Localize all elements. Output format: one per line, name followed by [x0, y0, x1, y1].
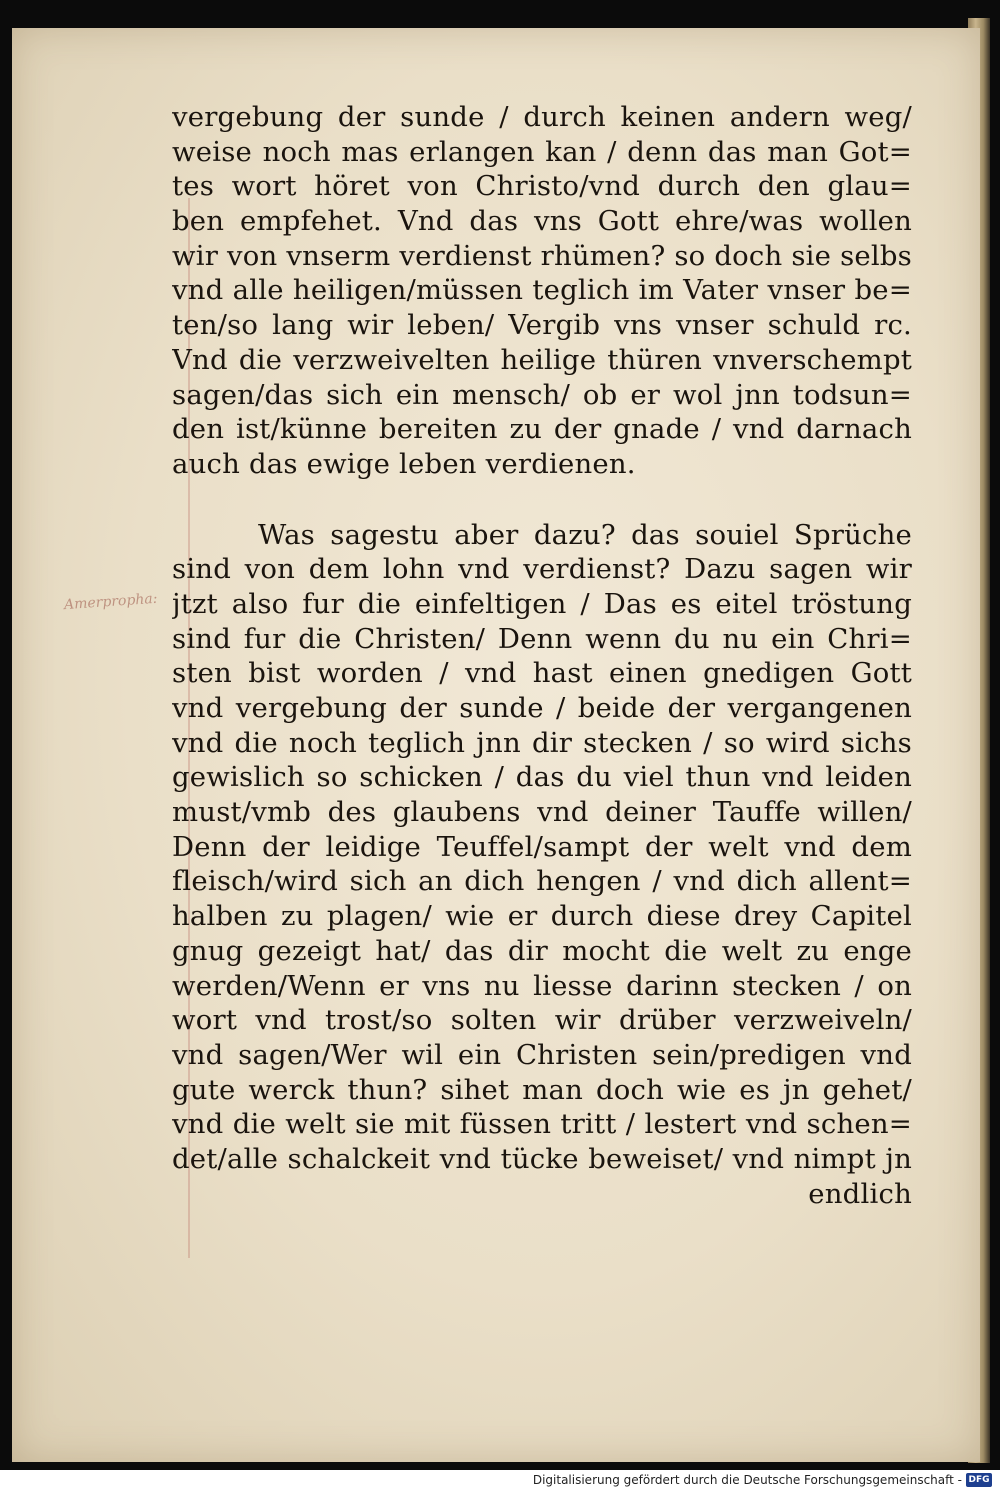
marginal-note: Amerpropha: [63, 590, 158, 614]
text-line: vnd alle heiligen/müssen teglich im Vater vnser be= [172, 274, 912, 307]
funding-credit: Digitalisierung gefördert durch die Deutsche Forschungsgemeinschaft - [532, 1473, 962, 1487]
text-line: sten bist worden / vnd hast einen gnedigen Gott [172, 657, 912, 690]
text-line: jtzt also fur die einfeltigen / Das es eitel tröstung [172, 587, 912, 620]
text-line: werden/Wenn er vns nu liesse darinn stecken / on [172, 969, 912, 1002]
text-line: Vnd die verzweivelten heilige thüren vnverschempt [172, 343, 912, 376]
text-line: Was sagestu aber dazu? das souiel Sprüche [258, 518, 912, 551]
text-line: wir von vnserm verdienst rhümen? so doch sie selbs [172, 239, 912, 272]
text-line: vnd sagen/Wer wil ein Christen sein/predigen vnd [172, 1038, 912, 1071]
text-line: auch das ewige leben verdienen. [172, 447, 636, 480]
text-line: vergebung der sunde / durch keinen andern weg/ [172, 101, 912, 133]
text-line: sagen/das sich ein mensch/ ob er wol jnn todsun= [172, 378, 912, 411]
text-line: weise noch mas erlangen kan / denn das man Got= [172, 135, 912, 168]
text-line: tes wort höret von Christo/vnd durch den glau= [172, 170, 912, 203]
dfg-logo: DFG [966, 1473, 992, 1487]
text-line: gewislich so schicken / das du viel thun vnd leiden [172, 761, 912, 794]
text-line: ben empfehet. Vnd das vns Gott ehre/was wollen [172, 205, 912, 238]
paragraph-gap [172, 482, 912, 518]
text-line: vnd die welt sie mit füssen tritt / lestert vnd schen= [172, 1108, 912, 1141]
text-line: gnug gezeigt hat/ das dir mocht die welt zu enge [172, 934, 912, 967]
text-line: halben zu plagen/ wie er durch diese drey Capitel [172, 900, 912, 933]
text-line: vnd die noch teglich jnn dir stecken / so wird sichs [172, 726, 912, 759]
text-line: sind fur die Christen/ Denn wenn du nu ein Chri= [172, 622, 912, 655]
text-line: vnd vergebung der sunde / beide der vergangenen [172, 692, 912, 724]
text-line: fleisch/wird sich an dich hengen / vnd dich allent= [172, 865, 912, 898]
text-line: Denn der leidige Teuffel/sampt der welt vnd dem [172, 830, 912, 863]
text-line: wort vnd trost/so solten wir drüber verzweiveln/ [172, 1004, 912, 1037]
text-line: sind von dem lohn vnd verdienst? Dazu sagen wir [172, 553, 912, 586]
text-line: det/alle schalckeit vnd tücke beweiset/ vnd nimpt jn [172, 1142, 912, 1175]
text-line: den ist/künne bereiten zu der gnade / vnd darnach [172, 413, 912, 446]
footer-bar [0, 1470, 1000, 1492]
text-line: must/vmb des glaubens vnd deiner Tauffe willen/ [172, 796, 912, 829]
text-line: gute werck thun? sihet man doch wie es jn gehet/ [172, 1073, 912, 1106]
catchword: endlich [808, 1177, 912, 1210]
text-line: ten/so lang wir leben/ Vergib vns vnser schuld rc. [172, 309, 912, 342]
page-text [172, 100, 912, 1211]
